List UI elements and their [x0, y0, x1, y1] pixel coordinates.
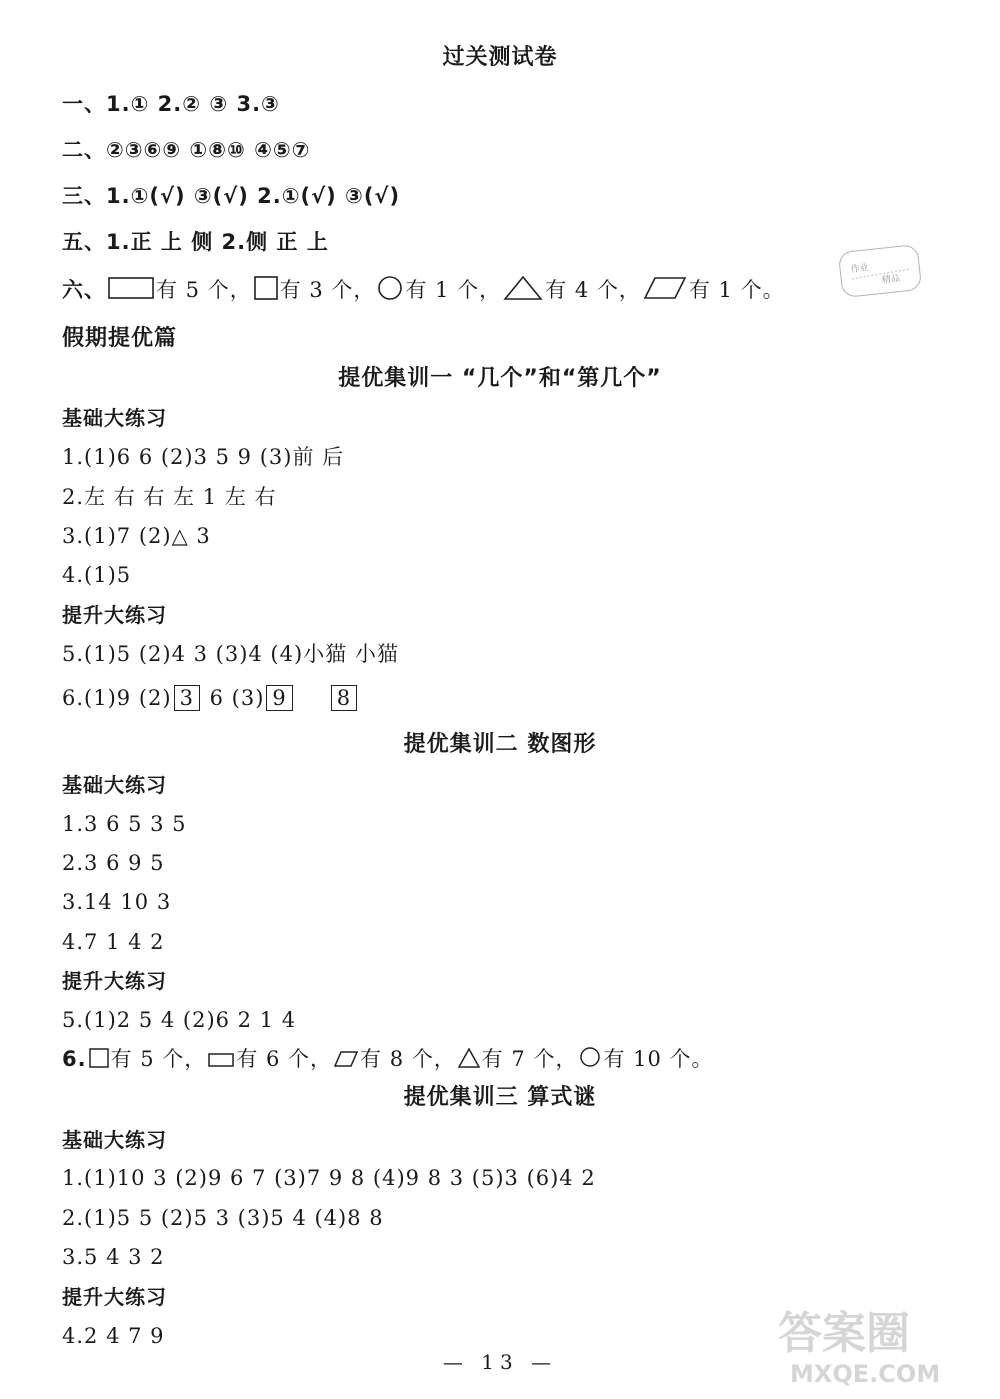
- answer-line-2: 二、②③⑥⑨ ①⑧⑩ ④⑤⑦: [62, 138, 311, 162]
- unit2-adv-heading: 提升大练习: [62, 969, 167, 993]
- answer-line-5: 五、1.正 上 侧 2.侧 正 上: [62, 230, 329, 254]
- svg-text:精品: 精品: [881, 273, 901, 286]
- unit2-circle-count: 有 10 个。: [603, 1047, 714, 1071]
- boxed-answer: 3: [174, 685, 200, 711]
- unit2-adv-6-prefix: 6.: [62, 1047, 87, 1071]
- unit2-basic-1: 1.3 6 5 3 5: [62, 812, 187, 836]
- unit1-adv-5: 5.(1)5 (2)4 3 (3)4 (4)小猫 小猫: [62, 642, 399, 666]
- circle-icon: [579, 1046, 601, 1075]
- unit2-adv-6: [62, 1045, 714, 1075]
- square-icon: [254, 276, 278, 307]
- parallelogram-icon: [643, 276, 687, 307]
- answer-line-6: [62, 275, 785, 308]
- answer-6-parallelogram-count: 有 1 个。: [688, 278, 785, 302]
- unit3-adv-4: 4.2 4 7 9: [62, 1324, 165, 1348]
- unit2-adv-5: 5.(1)2 5 4 (2)6 2 1 4: [62, 1008, 297, 1032]
- page-title: 过关测试卷: [442, 45, 558, 70]
- boxed-answer: 8: [331, 685, 357, 711]
- unit1-adv-heading: 提升大练习: [62, 603, 167, 627]
- unit1-basic-3: 3.(1)7 (2)△ 3: [62, 524, 211, 548]
- svg-text:答案圈: 答案圈: [778, 1308, 910, 1359]
- unit3-adv-heading: 提升大练习: [62, 1285, 167, 1309]
- unit2-title: 提优集训二 数图形: [403, 732, 597, 757]
- unit3-basic-heading: 基础大练习: [62, 1128, 167, 1152]
- parallelogram-icon: [334, 1047, 358, 1075]
- wide-rectangle-icon: [108, 276, 154, 307]
- square-icon: [89, 1047, 109, 1075]
- unit1-adv-6-prefix: 6.(1)9 (2): [62, 686, 172, 710]
- unit2-rectangle-count: 有 6 个，: [236, 1047, 333, 1071]
- unit2-basic-heading: 基础大练习: [62, 773, 167, 797]
- unit1-basic-4: 4.(1)5: [62, 563, 132, 587]
- unit1-adv-6-mid: 6 (3): [201, 686, 265, 710]
- unit3-basic-3: 3.5 4 3 2: [62, 1245, 165, 1269]
- unit1-basic-2: 2.左 右 右 左 1 左 右: [62, 485, 277, 509]
- circle-icon: [377, 275, 403, 308]
- answer-6-square-count: 有 3 个，: [279, 278, 376, 302]
- svg-text:MXQE.COM: MXQE.COM: [790, 1360, 941, 1388]
- unit2-basic-4: 4.7 1 4 2: [62, 930, 165, 954]
- homework-stamp: [838, 244, 922, 298]
- unit1-title: 提优集训一 “几个”和“第几个”: [338, 366, 662, 391]
- unit2-parallelogram-count: 有 8 个，: [360, 1047, 456, 1071]
- rectangle-icon: [208, 1047, 234, 1075]
- unit3-basic-2: 2.(1)5 5 (2)5 3 (3)5 4 (4)8 8: [62, 1206, 384, 1230]
- answer-6-triangle-count: 有 4 个，: [545, 278, 641, 302]
- unit3-basic-1: 1.(1)10 3 (2)9 6 7 (3)7 9 8 (4)9 8 3 (5)3 (6)4 2: [62, 1166, 596, 1190]
- answer-6-circle-count: 有 1 个，: [405, 278, 502, 302]
- answer-line-3: 三、1.①(√) ③(√) 2.①(√) ③(√): [62, 184, 401, 208]
- unit3-title: 提优集训三 算式谜: [403, 1085, 597, 1110]
- unit2-basic-3: 3.14 10 3: [62, 890, 172, 914]
- answer-6-rect-count: 有 5 个，: [156, 278, 252, 302]
- boxed-answer: 9: [266, 685, 292, 711]
- svg-text:作业: 作业: [850, 263, 870, 276]
- unit2-triangle-count: 有 7 个，: [481, 1047, 578, 1071]
- triangle-icon: [458, 1047, 480, 1075]
- watermark-logo: [770, 1300, 985, 1390]
- triangle-icon: [503, 275, 543, 308]
- answer-line-1: 一、1.① 2.② ③ 3.③: [62, 92, 280, 116]
- unit1-basic-1: 1.(1)6 6 (2)3 5 9 (3)前 后: [62, 445, 345, 469]
- unit2-square-count: 有 5 个，: [110, 1047, 207, 1071]
- answer-6-prefix: 六、: [62, 278, 106, 302]
- page-number: — 13 —: [442, 1350, 558, 1374]
- section-heading: 假期提优篇: [62, 326, 178, 351]
- unit2-basic-2: 2.3 6 9 5: [62, 851, 165, 875]
- unit1-basic-heading: 基础大练习: [62, 406, 167, 430]
- unit1-adv-6: [62, 684, 359, 712]
